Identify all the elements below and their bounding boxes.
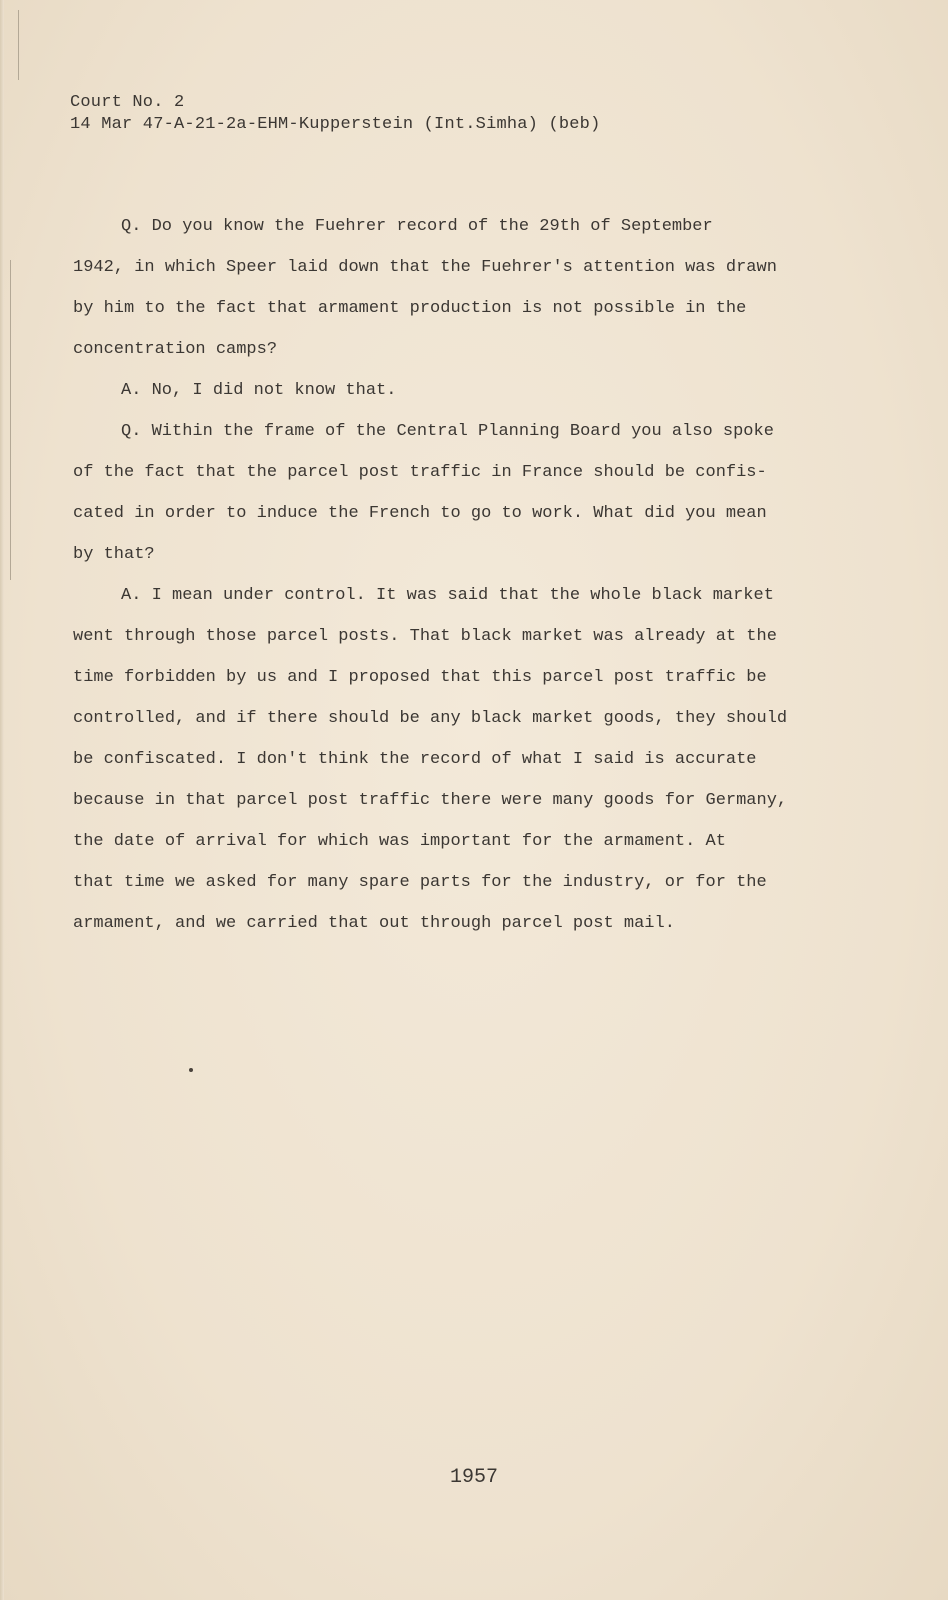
binding-mark <box>10 260 11 580</box>
transcript-line: by him to the fact that armament production is not possible in the <box>73 299 747 318</box>
transcript-line: time forbidden by us and I proposed that this parcel post traffic be <box>73 668 767 687</box>
transcript-line: of the fact that the parcel post traffic in France should be confis- <box>73 463 767 482</box>
court-number: Court No. 2 <box>70 93 185 112</box>
transcript-line: the date of arrival for which was important for the armament. At <box>73 832 726 851</box>
transcript-body <box>73 206 823 944</box>
transcript-line: controlled, and if there should be any black market goods, they should <box>73 709 788 728</box>
transcript-line: A. I mean under control. It was said that the whole black market <box>121 586 774 605</box>
transcript-line: Q. Do you know the Fuehrer record of the 29th of September <box>121 217 713 236</box>
transcript-line: because in that parcel post traffic there were many goods for Germany, <box>73 791 788 810</box>
transcript-line: be confiscated. I don't think the record of what I said is accurate <box>73 750 757 769</box>
transcript-line: went through those parcel posts. That black market was already at the <box>73 627 777 646</box>
session-reference: 14 Mar 47-A-21-2a-EHM-Kupperstein (Int.Simha) (beb) <box>70 115 601 134</box>
transcript-line: that time we asked for many spare parts for the industry, or for the <box>73 873 767 892</box>
transcript-line: armament, and we carried that out through parcel post mail. <box>73 914 675 933</box>
transcript-line: cated in order to induce the French to go to work. What did you mean <box>73 504 767 523</box>
transcript-line: concentration camps? <box>73 340 278 359</box>
transcript-line: by that? <box>73 545 155 564</box>
transcript-line: A. No, I did not know that. <box>121 381 397 400</box>
ink-speck <box>189 1068 193 1072</box>
binding-mark <box>18 10 19 80</box>
transcript-line: 1942, in which Speer laid down that the Fuehrer's attention was drawn <box>73 258 777 277</box>
page-number: 1957 <box>450 1466 499 1489</box>
transcript-line: Q. Within the frame of the Central Planning Board you also spoke <box>121 422 774 441</box>
document-header <box>70 92 601 136</box>
page-edge <box>0 0 4 1600</box>
